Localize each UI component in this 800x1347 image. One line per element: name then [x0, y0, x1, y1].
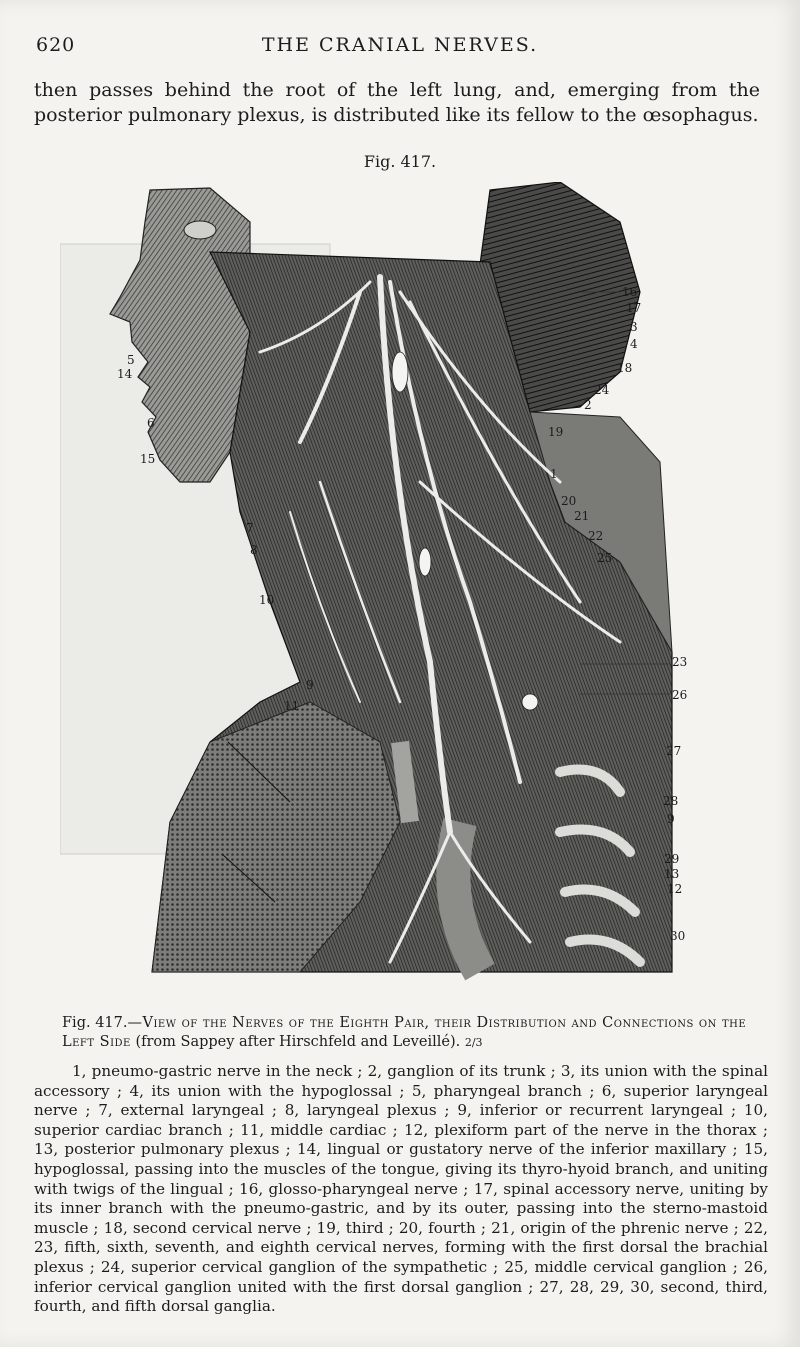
running-head [36, 34, 764, 58]
callout-10: 10 [259, 593, 275, 607]
callout-9-right: 9 [667, 812, 675, 826]
figure-caption [62, 1014, 752, 1052]
caption-credit: (from Sappey after Hirschfeld and Leveillé). [135, 1034, 461, 1050]
page-number: 620 [36, 34, 76, 56]
callout-7: 7 [246, 521, 254, 535]
callout-27: 27 [666, 744, 682, 758]
figure-label: Fig. 417. [363, 152, 437, 171]
callout-15: 15 [140, 452, 156, 466]
callout-4: 4 [630, 337, 638, 351]
intro-paragraph: then passes behind the root of the left lung, and, emerging from the posterior pulmonary plexus, is distributed like its fellow to the œsophagus. [34, 79, 760, 126]
callout-6: 6 [147, 416, 155, 430]
callout-26: 26 [672, 688, 688, 702]
anatomical-figure [60, 182, 688, 992]
callout-13: 13 [664, 867, 680, 881]
callout-23: 23 [672, 655, 688, 669]
running-head-title: THE CRANIAL NERVES. [261, 34, 539, 56]
eye-detail [184, 221, 216, 239]
callout-22: 22 [588, 529, 604, 543]
callout-8: 8 [250, 543, 258, 557]
callout-24: 24 [594, 383, 610, 397]
callout-19: 19 [548, 425, 564, 439]
caption-figure-number: Fig. 417. [62, 1015, 128, 1031]
callout-21: 21 [574, 509, 590, 523]
callout-5: 5 [127, 353, 135, 367]
callout-20: 20 [561, 494, 577, 508]
callout-29: 29 [664, 852, 680, 866]
callout-14: 14 [117, 367, 133, 381]
callout-3: 3 [630, 320, 638, 334]
figure-legend: 1, pneumo-gastric nerve in the neck ; 2, ganglion of its trunk ; 3, its union with the spinal accessory ; 4, its union with the hypoglossal ; 5, pharyngeal branch ; 6, superior laryngeal nerve ; 7, external laryngeal ; 8, laryngeal plexus ; 9, inferior or recurrent laryngeal ; 10, superior cardiac branch ; 11, middle cardiac ; 12, plexiform part of the nerve in the thorax ; 13, posterior pulmonary plexus ; 14, lingual or gustatory nerve of the inferior maxillary ; 15, hypoglossal, passing into the muscles of the tongue, giving its thyro-hyoid branch, and uniting with twigs of the lingual ; 16, glosso-pharyngeal nerve ; 17, spinal accessory nerve, uniting by its inner branch with the pneumo-gastric, and by its outer, passing into the sterno-mastoid muscle ; 18, second cervical nerve ; 19, third ; 20, fourth ; 21, origin of the phrenic nerve ; 22, 23, fifth, sixth, seventh, and eighth cervical nerves, forming with the first dorsal the brachial plexus ; 24, superior cervical ganglion of the sympathetic ; 25, middle cervical ganglion ; 26, inferior cervical ganglion united with the first dorsal ganglion ; 27, 28, 29, 30, second, third, fourth, and fifth dorsal ganglia. [34, 1062, 768, 1316]
callout-11: 11 [284, 699, 300, 713]
callout-25: 25 [597, 551, 613, 565]
callout-1: 1 [550, 467, 558, 481]
callout-17: 17 [626, 301, 642, 315]
callout-12: 12 [667, 882, 683, 896]
callout-18: 18 [617, 361, 633, 375]
callout-16: 16 [622, 285, 638, 299]
callout-30: 30 [670, 929, 686, 943]
callout-9-left: 9 [306, 678, 314, 692]
scale-mark: 2/3 [464, 1036, 483, 1049]
callout-28: 28 [663, 794, 679, 808]
carotid-vessel [400, 742, 410, 822]
caption-title: —View of the Nerves of the Eighth Pair, their Distribution and Connections on the Left Side [62, 1015, 747, 1050]
callout-2: 2 [584, 398, 592, 412]
nerve-illustration [60, 182, 688, 992]
